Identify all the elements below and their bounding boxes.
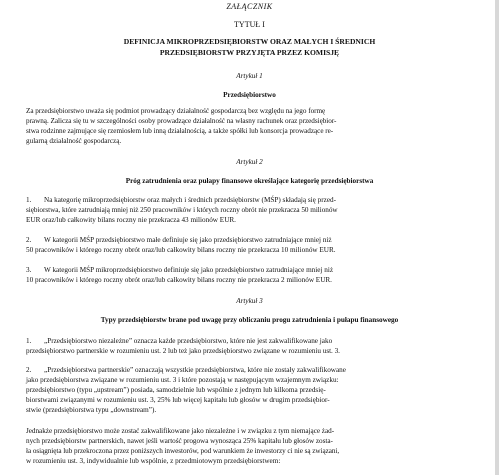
article-3-tail-line: ła osiągnięta lub przekroczona przez poniższych inwestorów, pod warunkiem że inwestorzy ci nie są związani, xyxy=(26,447,340,455)
definition-title xyxy=(0,36,499,58)
article-3-para-2-line: jako przedsiębiorstwa związane w rozumieniu ust. 3 i które pozostają w następującym wzajemnym związku: xyxy=(26,376,339,384)
article-3-tail-line: w rozumieniu ust. 3, indywidualnie lub wspólnie, z przedmiotowym przedsiębiorstwem: xyxy=(26,457,281,465)
article-3-heading: Typy przedsiębiorstw brane pod uwagę przy obliczaniu progu zatrudnienia i pułapu finansowego xyxy=(100,316,399,324)
article-3-para-2-line: biorstwami związanymi w rozumieniu ust. 3, 25% lub więcej kapitału lub głosów w drugim przedsiębior- xyxy=(26,396,330,404)
article-3-para-2-line: „Przedsiębiorstwa partnerskie” oznaczają wszystkie przedsiębiorstwa, które nie zostały zakwalifikowane xyxy=(44,366,346,374)
article-3-para-2-line: przedsiębiorstwo (typu „upstream”) posiada, samodzielnie lub wspólnie z jednym lub kilkoma przedsię- xyxy=(26,386,326,394)
article-3-para-1-number: 1. xyxy=(26,337,32,345)
article-2-para-1-line: Na kategorię mikroprzedsiębiorstw oraz małych i średnich przedsiębiorstw (MŚP) składają się przed- xyxy=(44,196,336,204)
article-2-para-2-line: 50 pracowników i którego roczny obrót oraz/lub całkowity bilans roczny nie przekracza 10 milionów EUR. xyxy=(26,246,336,254)
article-1-text-line: Za przedsiębiorstwo uważa się podmiot prowadzący działalność gospodarczą bez względu na jego formę xyxy=(26,107,326,115)
article-2-para-3-line: 10 pracowników i którego roczny obrót oraz/lub całkowity bilans roczny nie przekracza 2 milionów EUR. xyxy=(26,276,332,284)
article-3-label: Artykuł 3 xyxy=(236,297,263,305)
article-1-text-line: gularną działalność gospodarczą. xyxy=(26,137,122,145)
title-number: TYTUŁ I xyxy=(234,20,265,29)
article-3-para-1-line: przedsiębiorstwo partnerskie w rozumieniu ust. 2 lub też jako przedsiębiorstwo związane w rozumieniu ust. 3. xyxy=(26,347,340,355)
article-3-para-1-line: „Przedsiębiorstwo niezależne” oznacza każde przedsiębiorstwo, które nie jest zakwalifikowane jako xyxy=(44,337,333,345)
annex-label: ZAŁĄCZNIK xyxy=(226,2,273,11)
page-edge-shadow xyxy=(495,0,499,475)
article-2-para-1-line: EUR oraz/lub całkowity bilans roczny nie przekracza 43 milionów EUR. xyxy=(26,216,236,224)
article-2-para-2-line: W kategorii MŚP przedsiębiorstwo małe definiuje się jako przedsiębiorstwo zatrudniające mniej niż xyxy=(44,236,332,244)
definition-title-line: PRZEDSIĘBIORSTW PRZYJĘTA PRZEZ KOMISJĘ xyxy=(159,48,340,57)
article-1-text-line: prawną. Zalicza się tu w szczególności osoby prowadzące działalność na własny rachunek oraz przedsiębior- xyxy=(26,117,337,125)
article-3-tail-line: nych przedsiębiorstw partnerskich, nawet jeśli wartość progowa wynosząca 25% kapitału lub głosów zosta- xyxy=(26,437,333,445)
article-3-tail-line: Jednakże przedsiębiorstwo może zostać zakwalifikowane jako niezależne i w związku z tym niemające żad- xyxy=(26,427,335,435)
article-2-label: Artykuł 2 xyxy=(236,158,263,166)
article-2-para-1-line: siębiorstwa, które zatrudniają mniej niż 250 pracowników i których roczny obrót nie przekracza 50 milionów xyxy=(26,206,338,214)
definition-title-line: DEFINICJA MIKROPRZEDSIĘBIORSTW ORAZ MAŁYCH I ŚREDNICH xyxy=(123,37,376,46)
article-1-text-line: stwa rodzinne zajmujące się rzemiosłem lub inną działalnością, a także spółki lub konsorcja prowadzące re- xyxy=(26,127,334,135)
article-1-heading: Przedsiębiorstwo xyxy=(223,91,276,99)
article-2-para-2-number: 2. xyxy=(26,236,32,244)
article-2-para-3-number: 3. xyxy=(26,266,32,274)
article-1-label: Artykuł 1 xyxy=(236,72,263,80)
article-2-para-3-line: W kategorii MŚP mikroprzedsiębiorstwo definiuje się jako przedsiębiorstwo zatrudniające mniej niż xyxy=(44,266,334,274)
article-2-para-1-number: 1. xyxy=(26,196,32,204)
article-3-para-2-number: 2. xyxy=(26,366,32,374)
article-3-para-2-line: stwie (przedsiębiorstwa typu „downstream”). xyxy=(26,406,157,414)
article-2-heading: Próg zatrudnienia oraz pułapy finansowe określające kategorię przedsiębiorstwa xyxy=(125,177,374,185)
